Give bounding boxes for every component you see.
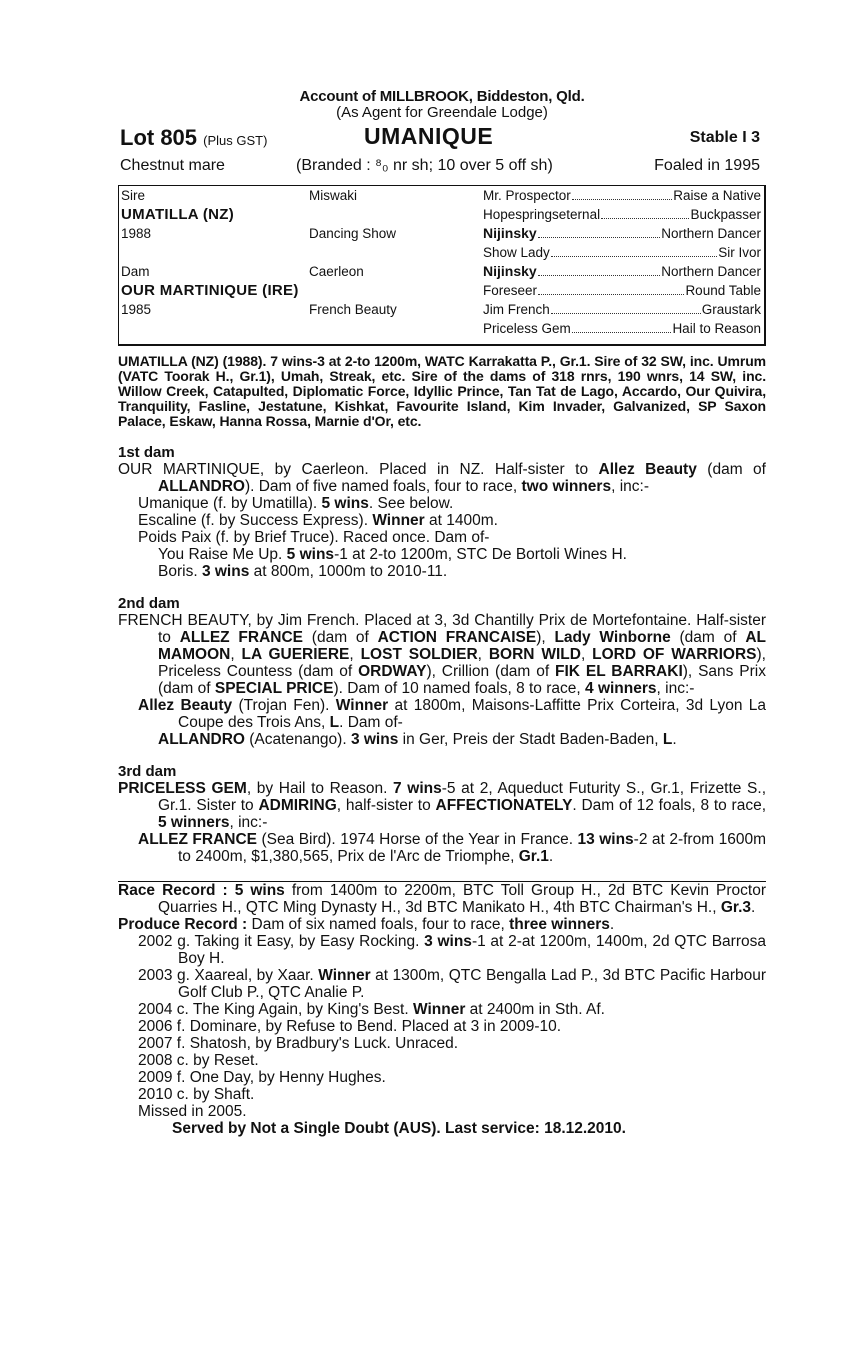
produce-entry: Missed in 2005. — [138, 1103, 247, 1120]
pedigree-table — [118, 185, 766, 346]
pedigree-g3-3: Nijinsky Northern Dancer — [483, 225, 761, 241]
third-dam-paragraph: PRICELESS GEM, by Hail to Reason. 7 wins-5 at 2, Aqueduct Futurity S., Gr.1, Frizette S., Gr.1. Sister to ADMIRING, half-sister to AFFECTIONATELY. Dam of 12 foals, 8 to race, 5 winners, inc:- — [118, 780, 766, 831]
list-item: Boris. 3 wins at 800m, 1000m to 2010-11. — [158, 563, 448, 580]
list-item: Poids Paix (f. by Brief Truce). Raced once. Dam of- — [138, 529, 490, 546]
agent-line: (As Agent for Greendale Lodge) — [336, 104, 548, 121]
produce-entry: 2002 g. Taking it Easy, by Easy Rocking. 3 wins-1 at 2-at 1200m, 1400m, 2d QTC Barrosa Boy H. — [138, 933, 766, 967]
dam-sire: Caerleon — [309, 264, 364, 279]
pedigree-g3-6: Foreseer Round Table — [483, 283, 761, 298]
dam-year: 1985 — [121, 302, 152, 317]
sire-dam: Dancing Show — [309, 226, 397, 241]
catalogue-page — [118, 88, 766, 1137]
produce-entry: 2006 f. Dominare, by Refuse to Bend. Placed at 3 in 2009-10. — [138, 1018, 562, 1035]
produce-entry: 2010 c. by Shaft. — [138, 1086, 255, 1103]
horse-name: UMANIQUE — [364, 123, 494, 149]
second-dam-heading: 2nd dam — [118, 595, 180, 612]
produce-entry: 2007 f. Shatosh, by Bradbury's Luck. Unraced. — [138, 1035, 459, 1052]
third-dam-heading: 3rd dam — [118, 763, 177, 780]
first-dam-heading: 1st dam — [118, 444, 175, 461]
sire-summary: UMATILLA (NZ) (1988). 7 wins-3 at 2-to 1200m, WATC Karrakatta P., Gr.1. Sire of 32 SW, inc. Umrum (VATC Toorak H., Gr.1), Umah, Streak, etc. Sire of the dams of 318 rnrs, 190 wnrs, 14 SW, inc. Willow Creek, Catapulted, Diplomatic Force, Idyllic Prince, Tan Tat de Lago, Accardo, Our Quivira, Tranquility, Fasline, Jestatune, Kishkat, Favourite Island, Kim Invader, Galvanized, SP Saxon Palace, Eskaw, Hanna Rossa, Marnie d'Or, etc. — [118, 353, 766, 429]
produce-entry: 2003 g. Xaareal, by Xaar. Winner at 1300m, QTC Bengalla Lad P., 3d BTC Pacific Harbour Golf Club P., QTC Analie P. — [138, 967, 766, 1001]
sire-name: UMATILLA (NZ) — [121, 206, 235, 223]
pedigree-g3-8: Priceless Gem Hail to Reason — [483, 321, 761, 336]
dam-name: OUR MARTINIQUE (IRE) — [121, 282, 299, 299]
stable-number: Stable I 3 — [689, 129, 760, 146]
second-dam-paragraph: FRENCH BEAUTY, by Jim French. Placed at 3, 3d Chantilly Prix de Mortefontaine. Half-sister to ALLEZ FRANCE (dam of ACTION FRANCAISE), Lady Winborne (dam of AL MAMOON, LA GUERIERE, LOST SOLDIER, BORN WILD, LORD OF WARRIORS), Priceless Countess (dam of ORDWAY), Crillion (dam of FIK EL BARRAKI), Sans Prix (dam of SPECIAL PRICE). Dam of 10 named foals, 8 to race, 4 winners, inc:- — [118, 612, 766, 697]
account-line: Account of MILLBROOK, Biddeston, Qld. — [299, 88, 585, 105]
list-item: You Raise Me Up. 5 wins-1 at 2-to 1200m, STC De Bortoli Wines H. — [158, 546, 627, 563]
sire-sire: Miswaki — [309, 188, 358, 203]
pedigree-g3-2: Hopespringseternal Buckpasser — [483, 207, 761, 222]
foaled-year: Foaled in 1995 — [654, 157, 760, 174]
sire-label: Sire — [121, 188, 146, 203]
pedigree-g3-5: Nijinsky Northern Dancer — [483, 263, 761, 279]
list-item: Allez Beauty (Trojan Fen). Winner at 1800m, Maisons-Laffitte Prix Corteira, 3d Lyon La Coupe des Trois Ans, L. Dam of- — [138, 697, 766, 731]
dam-dam: French Beauty — [309, 302, 397, 317]
first-dam-paragraph: OUR MARTINIQUE, by Caerleon. Placed in NZ. Half-sister to Allez Beauty (dam of ALLANDRO). Dam of five named foals, four to race, two winners, inc:- — [118, 461, 766, 495]
horse-meta — [118, 153, 766, 179]
brand-info: (Branded : ⁸₀ nr sh; 10 over 5 off sh) — [296, 157, 553, 174]
gst-note: (Plus GST) — [203, 133, 268, 148]
list-item: ALLEZ FRANCE (Sea Bird). 1974 Horse of the Year in France. 13 wins-2 at 2-from 1600m to 2400m, $1,380,565, Prix de l'Arc de Triomphe, Gr.1. — [138, 831, 766, 865]
list-item: ALLANDRO (Acatenango). 3 wins in Ger, Preis der Stadt Baden-Baden, L. — [158, 731, 677, 748]
race-record: Race Record : 5 wins from 1400m to 2200m, BTC Toll Group H., 2d BTC Kevin Proctor Quarries H., QTC Ming Dynasty H., 3d BTC Manikato H., 4th BTC Chairman's H., Gr.3. — [118, 882, 766, 916]
sire-year: 1988 — [121, 226, 152, 241]
produce-entry: 2008 c. by Reset. — [138, 1052, 259, 1069]
list-item: Escaline (f. by Success Express). Winner at 1400m. — [138, 512, 498, 529]
pedigree-g3-4: Show Lady Sir Ivor — [483, 245, 761, 260]
horse-description: Chestnut mare — [120, 157, 225, 174]
list-item: Umanique (f. by Umatilla). 5 wins. See below. — [138, 495, 454, 512]
pedigree-g3-7: Jim French Graustark — [483, 302, 761, 317]
pedigree-g3-1: Mr. Prospector Raise a Native — [483, 188, 761, 203]
produce-entry: 2004 c. The King Again, by King's Best. Winner at 2400m in Sth. Af. — [138, 1001, 605, 1018]
served-note: Served by Not a Single Doubt (AUS). Last service: 18.12.2010. — [172, 1120, 626, 1137]
produce-entry: 2009 f. One Day, by Henny Hughes. — [138, 1069, 386, 1086]
lot-number: Lot 805 (Plus GST) — [120, 125, 268, 150]
lot-line — [118, 123, 766, 153]
dam-label: Dam — [121, 264, 150, 279]
produce-record: Produce Record : Dam of six named foals, four to race, three winners. — [118, 916, 615, 933]
